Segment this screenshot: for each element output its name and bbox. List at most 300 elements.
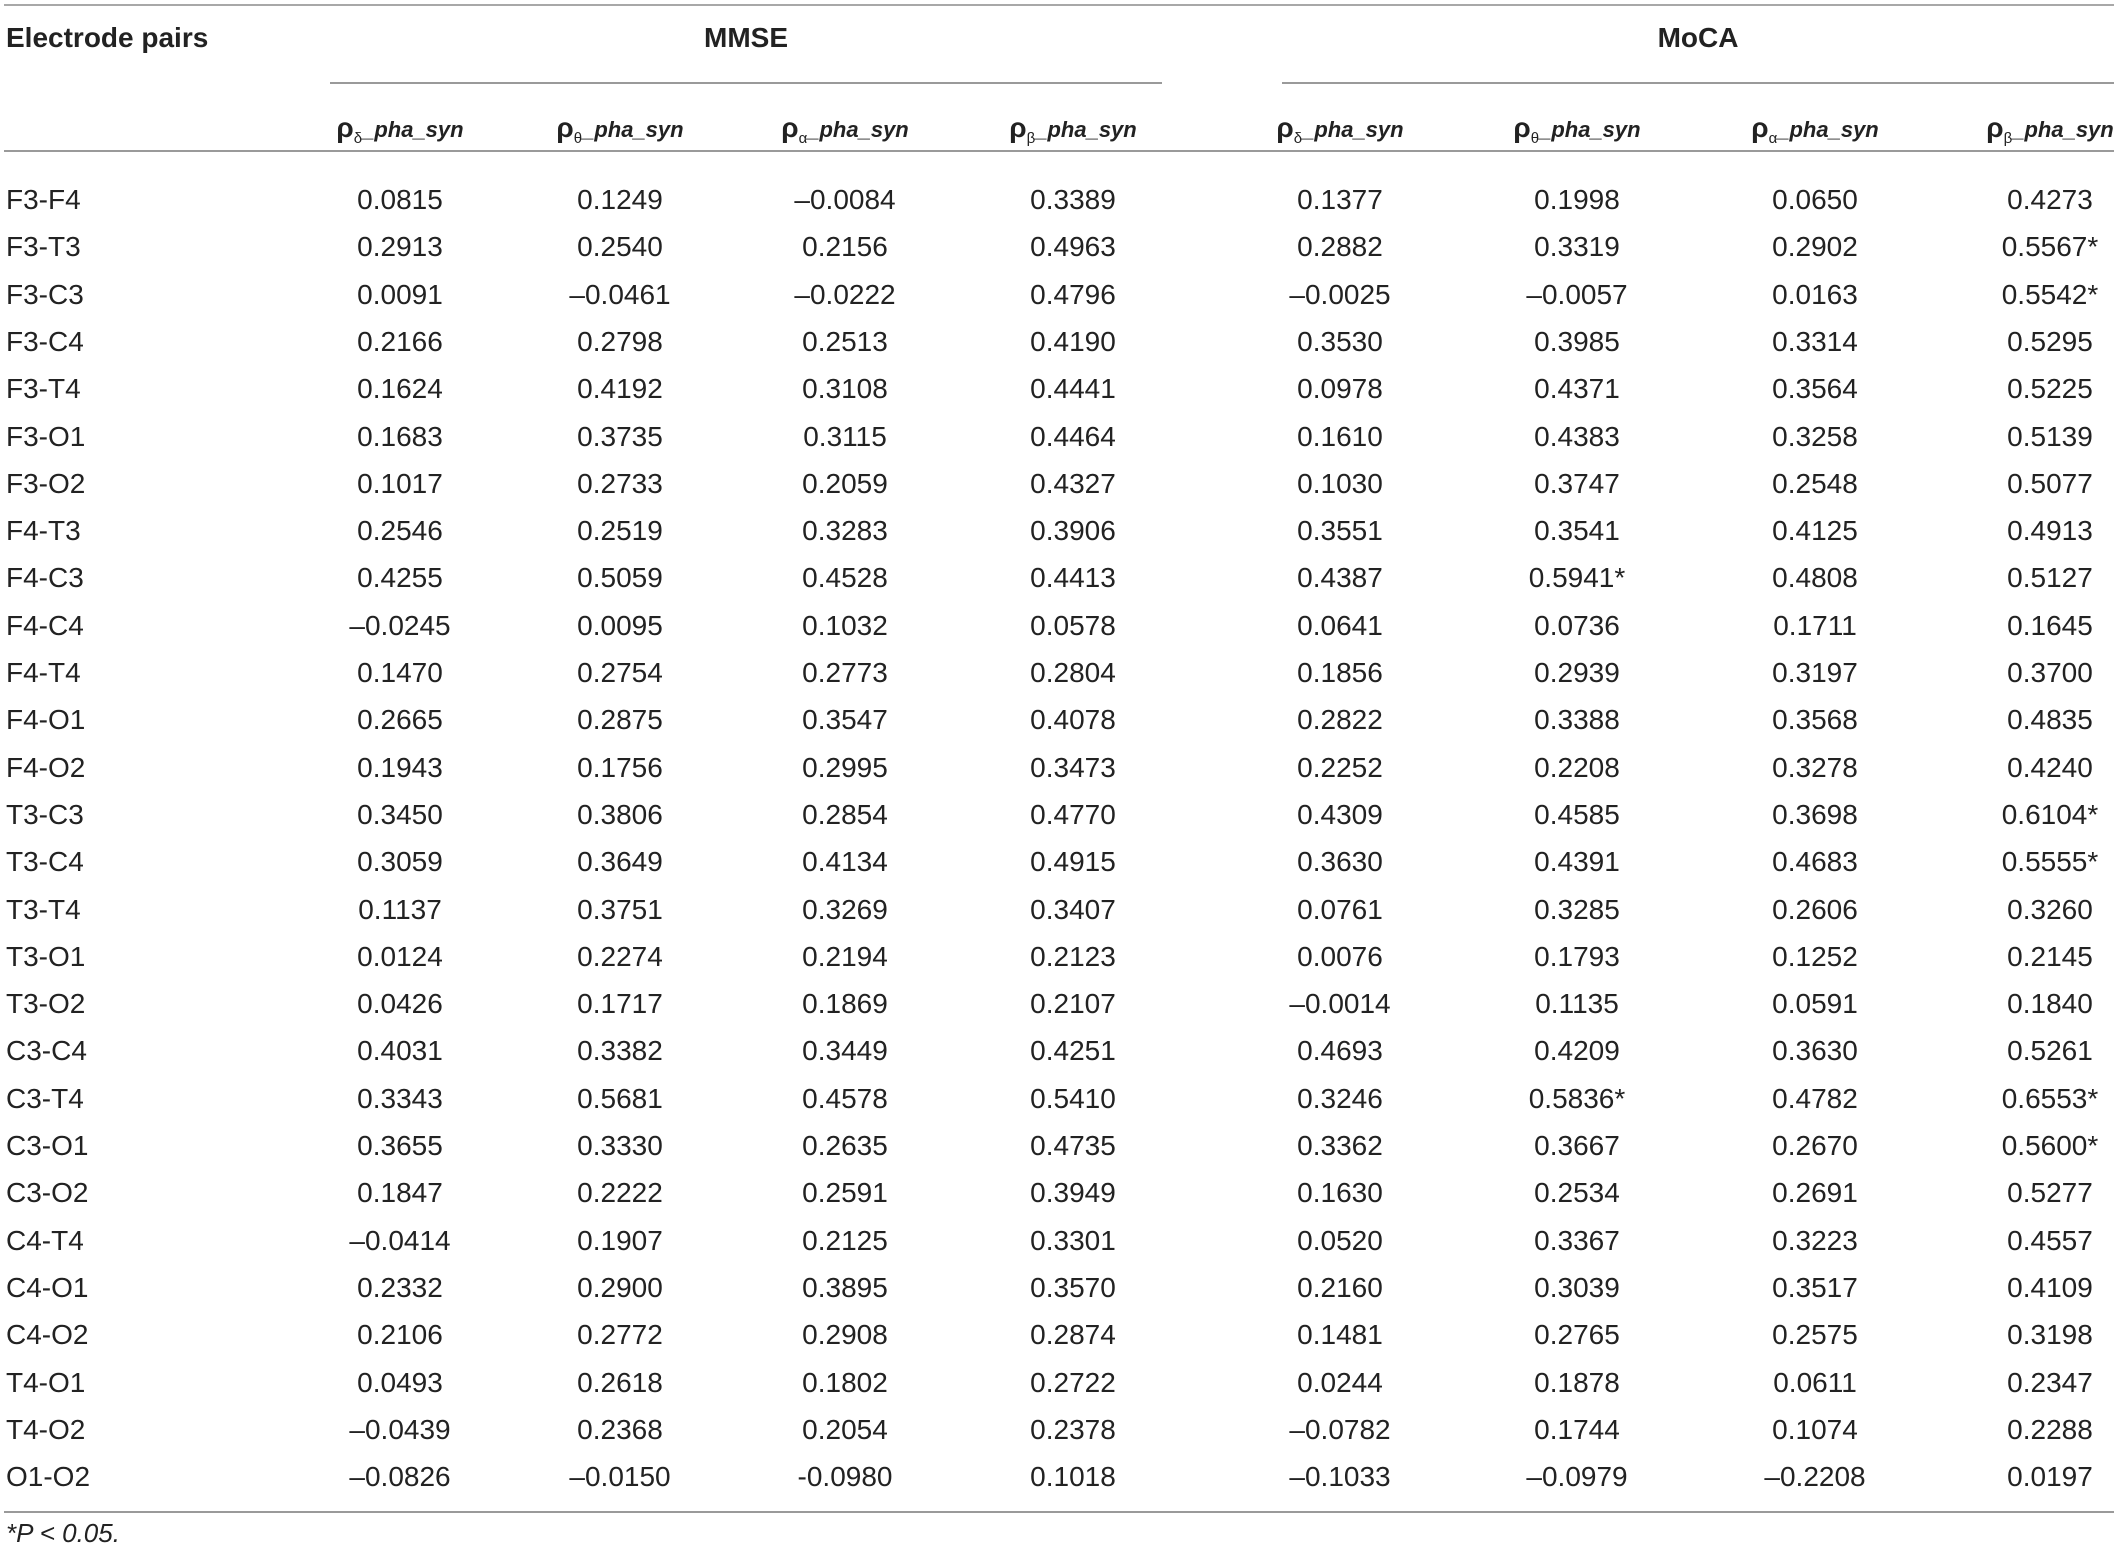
table-cell: 0.0761 [1297, 893, 1383, 925]
table-cell: 0.4683 [1772, 846, 1858, 878]
table-cell: 0.5941* [1528, 562, 1626, 594]
table-cell: –0.0979 [1526, 1461, 1628, 1493]
table-cell: 0.0244 [1297, 1366, 1383, 1398]
table-cell: 0.2913 [357, 231, 443, 263]
table-cell: 0.2875 [577, 704, 663, 736]
electrode-pair-label: F4-C4 [6, 609, 84, 641]
table-cell: 0.2606 [1772, 893, 1858, 925]
table-cell: 0.2591 [802, 1177, 888, 1209]
table-cell: –0.0826 [349, 1461, 451, 1493]
table-cell: 0.1481 [1297, 1319, 1383, 1351]
subheader-symbol: ρ [781, 112, 799, 143]
table-cell: 0.2939 [1534, 657, 1620, 688]
table-cell: 0.3449 [802, 1035, 888, 1067]
table-cell: 0.2754 [577, 657, 663, 688]
electrode-pair-label: F3-O2 [6, 467, 86, 499]
table-cell: 0.3330 [577, 1130, 663, 1161]
table-cell: 0.4371 [1534, 373, 1620, 405]
subheader-subscript: δ [1293, 130, 1303, 147]
table-cell: 0.4240 [2007, 751, 2093, 783]
table-cell: 0.2995 [802, 751, 888, 783]
table-cell: 0.4835 [2007, 704, 2093, 736]
subheader-2 [735, 112, 955, 147]
table-cell: 0.3564 [1772, 373, 1858, 405]
table-cell: –0.0782 [1289, 1413, 1391, 1445]
electrode-pair-label: C3-T4 [6, 1082, 84, 1114]
electrode-pair-label: T3-T4 [6, 893, 81, 925]
table-cell: 0.0611 [1773, 1366, 1857, 1398]
subheader-symbol: ρ [1751, 112, 1769, 143]
table-cell: 0.2546 [357, 515, 443, 547]
table-cell: 0.1907 [577, 1224, 663, 1256]
subheader-0 [290, 112, 510, 147]
table-cell: 0.1032 [802, 609, 888, 641]
table-cell: 0.4413 [1030, 562, 1116, 594]
table-cell: 0.4735 [1030, 1130, 1116, 1161]
electrode-pair-label: C4-O1 [6, 1271, 89, 1303]
table-cell: 0.1135 [1535, 988, 1619, 1020]
subheader-3 [963, 112, 1183, 147]
table-cell: -0.0980 [797, 1461, 893, 1493]
table-row [0, 223, 2118, 270]
table-cell: 0.4808 [1772, 562, 1858, 594]
electrode-pair-label: F4-O1 [6, 704, 86, 736]
table-cell: 0.2288 [2007, 1413, 2093, 1445]
table-cell: 0.1030 [1297, 467, 1383, 499]
table-cell: 0.2548 [1772, 467, 1858, 499]
table-cell: 0.4557 [2007, 1224, 2093, 1256]
table-cell: 0.2575 [1772, 1319, 1858, 1351]
table-cell: 0.2908 [802, 1319, 888, 1351]
electrode-pair-label: T4-O2 [6, 1413, 86, 1445]
table-cell: 0.2822 [1297, 704, 1383, 736]
table-cell: 0.5139 [2007, 420, 2093, 452]
table-cell: 0.1074 [1772, 1413, 1858, 1445]
table-cell: 0.5542* [2001, 278, 2099, 310]
table-cell: 0.3530 [1297, 325, 1383, 357]
table-cell: 0.2798 [577, 325, 663, 357]
table-row [0, 886, 2118, 933]
table-cell: 0.3698 [1772, 798, 1858, 830]
table-cell: 0.2513 [802, 325, 888, 357]
table-cell: 0.5555* [2001, 846, 2099, 878]
table-cell: 0.2665 [357, 704, 443, 736]
subheader-symbol: ρ [556, 112, 574, 143]
table-cell: 0.6104* [2001, 798, 2099, 830]
table-cell: 0.4190 [1030, 325, 1116, 357]
table-row [0, 791, 2118, 838]
table-cell: 0.4693 [1297, 1035, 1383, 1067]
table-cell: 0.4578 [802, 1082, 888, 1114]
table-cell: 0.3630 [1772, 1035, 1858, 1067]
table-cell: 0.4309 [1297, 798, 1383, 830]
table-cell: 0.3278 [1772, 751, 1858, 783]
table-cell: 0.3343 [357, 1082, 443, 1114]
table-cell: 0.4770 [1030, 798, 1116, 830]
table-cell: 0.3407 [1030, 893, 1116, 925]
table-cell: 0.4387 [1297, 562, 1383, 594]
table-cell: 0.3382 [577, 1035, 663, 1067]
table-row [0, 554, 2118, 601]
table-cell: 0.2534 [1534, 1177, 1620, 1209]
table-cell: 0.2670 [1772, 1130, 1858, 1161]
table-cell: 0.0736 [1534, 609, 1620, 641]
table-cell: 0.4125 [1772, 515, 1858, 547]
table-cell: 0.5127 [2007, 562, 2093, 594]
table-cell: 0.4327 [1030, 467, 1116, 499]
table-cell: 0.4078 [1030, 704, 1116, 736]
table-cell: 0.2166 [357, 325, 443, 357]
table-cell: 0.2773 [802, 657, 888, 688]
electrode-pair-label: F4-C3 [6, 562, 84, 594]
table-row [0, 507, 2118, 554]
table-cell: 0.1943 [357, 751, 443, 783]
subheader-suffix: _pha_syn [807, 117, 909, 142]
electrode-pair-label: F3-C4 [6, 325, 84, 357]
subheader-subscript: α [1768, 130, 1778, 147]
table-cell: 0.1624 [357, 373, 443, 405]
table-cell: 0.3906 [1030, 515, 1116, 547]
table-cell: 0.3039 [1534, 1271, 1620, 1303]
table-cell: 0.1856 [1297, 657, 1383, 688]
electrode-pair-label: F3-T3 [6, 231, 81, 263]
table-cell: 0.1717 [577, 988, 663, 1020]
table-cell: 0.4383 [1534, 420, 1620, 452]
table-row [0, 1075, 2118, 1122]
table-cell: 0.3630 [1297, 846, 1383, 878]
table-row [0, 933, 2118, 980]
table-cell: 0.2882 [1297, 231, 1383, 263]
table-row [0, 413, 2118, 460]
table-cell: 0.3389 [1030, 184, 1116, 215]
table-cell: 0.0978 [1297, 373, 1383, 405]
subheader-symbol: ρ [1009, 112, 1027, 143]
table-cell: 0.3283 [802, 515, 888, 547]
table-cell: 0.3223 [1772, 1224, 1858, 1256]
table-row [0, 271, 2118, 318]
table-row [0, 1311, 2118, 1358]
table-cell: 0.3806 [577, 798, 663, 830]
table-row [0, 838, 2118, 885]
table-cell: 0.0815 [357, 184, 443, 215]
subheader-symbol: ρ [1986, 112, 2004, 143]
table-row [0, 1453, 2118, 1500]
table-row [0, 980, 2118, 1027]
electrode-pair-label: C3-O1 [6, 1130, 89, 1161]
table-cell: –0.0150 [569, 1461, 671, 1493]
table-cell: –0.0222 [794, 278, 896, 310]
electrode-pair-label: C3-C4 [6, 1035, 87, 1067]
table-cell: 0.3547 [802, 704, 888, 736]
table-cell: 0.0091 [357, 278, 443, 310]
table-cell: 0.2059 [802, 467, 888, 499]
table-cell: 0.4441 [1030, 373, 1116, 405]
electrode-pair-label: C4-O2 [6, 1319, 89, 1351]
table-cell: –0.0461 [569, 278, 671, 310]
table-cell: 0.1869 [802, 988, 888, 1020]
table-cell: 0.3517 [1772, 1271, 1858, 1303]
table-cell: 0.2332 [357, 1271, 443, 1303]
table-cell: 0.4528 [802, 562, 888, 594]
table-row [0, 696, 2118, 743]
table-cell: 0.4585 [1534, 798, 1620, 830]
table-row [0, 176, 2118, 223]
table-cell: 0.3450 [357, 798, 443, 830]
electrode-pair-label: C4-T4 [6, 1224, 84, 1256]
table-cell: 0.3985 [1534, 325, 1620, 357]
table-cell: 0.2252 [1297, 751, 1383, 783]
table-cell: 0.2194 [802, 940, 888, 972]
table-cell: –0.0439 [349, 1413, 451, 1445]
subheader-suffix: _pha_syn [1539, 117, 1641, 142]
table-cell: 0.0426 [357, 988, 443, 1020]
table-cell: 0.5277 [2007, 1177, 2093, 1209]
table-row [0, 602, 2118, 649]
table-cell: 0.2106 [357, 1319, 443, 1351]
table-cell: 0.2772 [577, 1319, 663, 1351]
subheader-symbol: ρ [1513, 112, 1531, 143]
table-cell: 0.3260 [2007, 893, 2093, 925]
table-cell: 0.4031 [357, 1035, 443, 1067]
table-cell: 0.4963 [1030, 231, 1116, 263]
table-row [0, 1406, 2118, 1453]
table-cell: 0.5059 [577, 562, 663, 594]
electrode-pair-label: C3-O2 [6, 1177, 89, 1209]
table-cell: 0.1840 [2007, 988, 2093, 1020]
table-cell: 0.0641 [1297, 609, 1383, 641]
table-cell: 0.4464 [1030, 420, 1116, 452]
table-cell: 0.1610 [1297, 420, 1383, 452]
table-cell: 0.0095 [577, 609, 663, 641]
subheader-suffix: _pha_syn [1302, 117, 1404, 142]
subheader-suffix: _pha_syn [362, 117, 464, 142]
table-cell: 0.1683 [357, 420, 443, 452]
table-cell: 0.1470 [357, 657, 443, 688]
subheader-6 [1705, 112, 1925, 147]
table-row [0, 1359, 2118, 1406]
table-cell: 0.1802 [802, 1366, 888, 1398]
table-cell: 0.3568 [1772, 704, 1858, 736]
table-cell: 0.1878 [1534, 1366, 1620, 1398]
table-cell: 0.4913 [2007, 515, 2093, 547]
table-cell: 0.2222 [577, 1177, 663, 1209]
table-cell: 0.2125 [802, 1224, 888, 1256]
table-cell: 0.1793 [1534, 940, 1620, 972]
subheader-suffix: _pha_syn [1035, 117, 1137, 142]
subheader-4 [1230, 112, 1450, 147]
table-cell: –0.1033 [1289, 1461, 1391, 1493]
table-cell: 0.6553* [2001, 1082, 2099, 1114]
table-cell: 0.0520 [1297, 1224, 1383, 1256]
table-cell: 0.3246 [1297, 1082, 1383, 1114]
table-cell: 0.0650 [1772, 184, 1858, 215]
subheader-7 [1940, 112, 2118, 147]
table-cell: 0.3570 [1030, 1271, 1116, 1303]
electrode-pair-label: F4-T4 [6, 657, 81, 688]
table-row [0, 1217, 2118, 1264]
subheader-subscript: δ [353, 130, 363, 147]
electrode-pair-label: F3-F4 [6, 184, 81, 215]
table-cell: 0.2519 [577, 515, 663, 547]
table-cell: 0.0197 [2007, 1461, 2093, 1493]
table-cell: 0.3473 [1030, 751, 1116, 783]
table-cell: –0.0084 [794, 184, 896, 215]
table-cell: 0.3367 [1534, 1224, 1620, 1256]
table-cell: 0.2854 [802, 798, 888, 830]
table-row [0, 1027, 2118, 1074]
table-cell: 0.1711 [1773, 609, 1857, 641]
table-row [0, 1169, 2118, 1216]
table-cell: 0.4915 [1030, 846, 1116, 878]
subheader-1 [510, 112, 730, 147]
electrode-pair-label: F3-C3 [6, 278, 84, 310]
electrode-pairs-header: Electrode pairs [6, 22, 209, 53]
table-cell: 0.0591 [1772, 988, 1858, 1020]
moca-span-rule [1282, 82, 2114, 84]
table-cell: 0.3541 [1534, 515, 1620, 547]
moca-group-header: MoCA [1657, 22, 1739, 53]
subheader-symbol: ρ [336, 112, 354, 143]
table-cell: –0.0414 [349, 1224, 451, 1256]
table-row [0, 365, 2118, 412]
table-cell: 0.2804 [1030, 657, 1116, 688]
table-cell: 0.2902 [1772, 231, 1858, 263]
table-cell: 0.2540 [577, 231, 663, 263]
table-cell: 0.3747 [1534, 467, 1620, 499]
subheader-symbol: ρ [1276, 112, 1294, 143]
table-cell: 0.3269 [802, 893, 888, 925]
table-cell: 0.3655 [357, 1130, 443, 1161]
table-cell: 0.1137 [358, 893, 442, 925]
table-cell: 0.0493 [357, 1366, 443, 1398]
subheader-5 [1467, 112, 1687, 147]
table-bottom-rule [4, 1511, 2114, 1513]
table-cell: 0.4796 [1030, 278, 1116, 310]
table-cell: 0.4273 [2007, 184, 2093, 215]
subheader-suffix: _pha_syn [582, 117, 684, 142]
table-cell: 0.1252 [1772, 940, 1858, 972]
table-cell: 0.3949 [1030, 1177, 1116, 1209]
table-cell: 0.5261 [2007, 1035, 2093, 1067]
table-cell: 0.3319 [1534, 231, 1620, 263]
table-cell: 0.4192 [577, 373, 663, 405]
header-bottom-rule [4, 150, 2114, 152]
table-cell: 0.5600* [2001, 1130, 2099, 1161]
table-row [0, 318, 2118, 365]
table-row [0, 1122, 2118, 1169]
electrode-pair-label: T3-C4 [6, 846, 84, 878]
table-cell: –0.2208 [1764, 1461, 1866, 1493]
table-cell: –0.0025 [1289, 278, 1391, 310]
mmse-span-rule [330, 82, 1162, 84]
table-cell: 0.1756 [577, 751, 663, 783]
table-cell: –0.0245 [349, 609, 451, 641]
table-cell: 0.2054 [802, 1413, 888, 1445]
table-cell: 0.2765 [1534, 1319, 1620, 1351]
table-cell: 0.2733 [577, 467, 663, 499]
table-cell: 0.2145 [2007, 940, 2093, 972]
table-cell: 0.1645 [2007, 609, 2093, 641]
table-cell: 0.1630 [1297, 1177, 1383, 1209]
table-cell: 0.3388 [1534, 704, 1620, 736]
table-cell: 0.1249 [577, 184, 663, 215]
table-cell: 0.2691 [1772, 1177, 1858, 1209]
table-cell: 0.3362 [1297, 1130, 1383, 1161]
table-cell: 0.1018 [1030, 1461, 1116, 1493]
table-cell: 0.4209 [1534, 1035, 1620, 1067]
table-cell: 0.2722 [1030, 1366, 1116, 1398]
table-cell: 0.0578 [1030, 609, 1116, 641]
table-cell: 0.2874 [1030, 1319, 1116, 1351]
table-cell: –0.0014 [1289, 988, 1391, 1020]
table-cell: 0.4782 [1772, 1082, 1858, 1114]
table-cell: 0.0163 [1772, 278, 1858, 310]
table-cell: 0.1998 [1534, 184, 1620, 215]
table-cell: 0.4134 [802, 846, 888, 878]
table-cell: 0.3751 [577, 893, 663, 925]
table-cell: 0.1847 [357, 1177, 443, 1209]
table-cell: 0.1017 [357, 467, 443, 499]
table-cell: 0.5836* [1528, 1082, 1626, 1114]
table-cell: 0.3649 [577, 846, 663, 878]
table-cell: 0.2274 [577, 940, 663, 972]
table-row [0, 744, 2118, 791]
table-cell: 0.3895 [802, 1271, 888, 1303]
electrode-pair-label: F3-T4 [6, 373, 81, 405]
electrode-pair-label: T3-O1 [6, 940, 86, 972]
mmse-group-header: MMSE [704, 22, 788, 53]
table-cell: 0.2156 [802, 231, 888, 263]
subheader-subscript: α [798, 130, 808, 147]
table-cell: 0.5567* [2001, 231, 2099, 263]
table-cell: 0.5410 [1030, 1082, 1116, 1114]
table-cell: 0.5077 [2007, 467, 2093, 499]
table-cell: 0.3197 [1772, 657, 1858, 688]
electrode-pair-label: T3-C3 [6, 798, 84, 830]
electrode-pair-label: F3-O1 [6, 420, 86, 452]
table-row [0, 649, 2118, 696]
table-cell: 0.5225 [2007, 373, 2093, 405]
table-row [0, 1264, 2118, 1311]
electrode-pair-label: F4-O2 [6, 751, 86, 783]
table-cell: 0.2368 [577, 1413, 663, 1445]
table-cell: 0.3198 [2007, 1319, 2093, 1351]
table-cell: 0.2618 [577, 1366, 663, 1398]
table-cell: 0.3108 [802, 373, 888, 405]
table-cell: 0.2208 [1534, 751, 1620, 783]
table-cell: 0.4391 [1534, 846, 1620, 878]
electrode-pair-label: T3-O2 [6, 988, 86, 1020]
table-cell: 0.2347 [2007, 1366, 2093, 1398]
table-cell: 0.2900 [577, 1271, 663, 1303]
subheader-suffix: _pha_syn [2012, 117, 2114, 142]
electrode-pair-label: O1-O2 [6, 1461, 91, 1493]
table-top-rule [4, 4, 2114, 6]
table-cell: 0.2123 [1030, 940, 1116, 972]
subheader-suffix: _pha_syn [1777, 117, 1879, 142]
subheader-subscript: θ [1530, 130, 1540, 147]
table-cell: 0.4251 [1030, 1035, 1116, 1067]
electrode-pair-label: T4-O1 [6, 1366, 86, 1398]
table-cell: 0.1377 [1297, 184, 1383, 215]
table-cell: 0.3700 [2007, 657, 2093, 688]
table-cell: 0.3115 [803, 420, 887, 452]
table-cell: 0.2378 [1030, 1413, 1116, 1445]
table-cell: 0.1744 [1534, 1413, 1620, 1445]
table-row [0, 460, 2118, 507]
table-cell: 0.3285 [1534, 893, 1620, 925]
table-cell: 0.2107 [1030, 988, 1116, 1020]
